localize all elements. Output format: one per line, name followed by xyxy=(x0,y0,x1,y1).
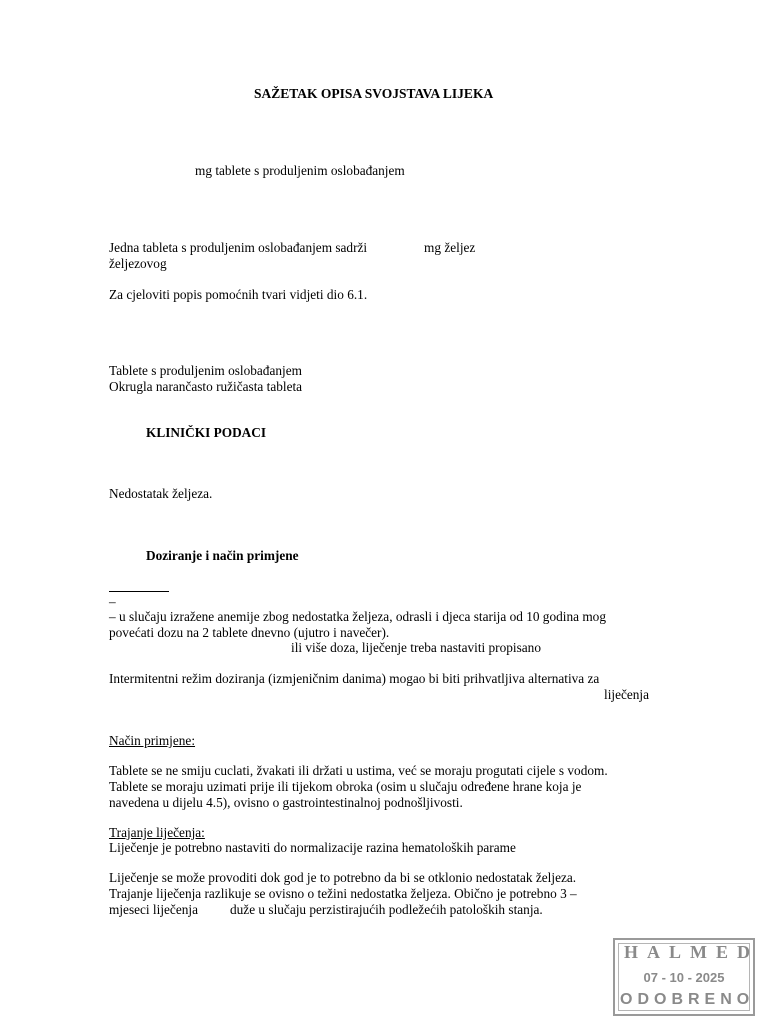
administration-text-line1: Tablete se ne smiju cuclati, žvakati ili držati u ustima, već se moraju progutati cijele s vodom. xyxy=(109,763,608,778)
excipients-note: Za cjeloviti popis pomoćnih tvari vidjeti dio 6.1. xyxy=(109,287,368,302)
blank-underline xyxy=(109,591,169,592)
duration-text-line2: Liječenje se može provoditi dok god je to potrebno da bi se otklonio nedostatak željeza. xyxy=(109,870,577,885)
administration-text-line2: Tablete se moraju uzimati prije ili tijekom obroka (osim u slučaju određene hrane koja je xyxy=(109,779,582,794)
composition-text: Jedna tableta s produljenim oslobađanjem sadrži xyxy=(109,240,368,255)
dosing-text-line1: – u slučaju izražene anemije zbog nedostatka željeza, odrasli i djeca starija od 10 godina mog xyxy=(109,609,606,624)
duration-text-line4: mjeseci liječenja xyxy=(109,902,198,917)
section-heading-clinical: KLINIČKI PODACI xyxy=(146,425,267,440)
duration-text-line1: Liječenje je potrebno nastaviti do normalizacije razina hematoloških parame xyxy=(109,840,516,855)
administration-text-line3: navedena u dijelu 4.5), ovisno o gastrointestinalnoj podnošljivosti. xyxy=(109,795,463,810)
administration-heading: Način primjene: xyxy=(109,733,196,748)
approval-stamp xyxy=(613,938,759,1016)
stamp-agency: HALMED xyxy=(624,942,759,962)
duration-text-line3: Trajanje liječenja razlikuje se ovisno o težini nedostatka željeza. Obično je potrebno 3 – xyxy=(109,886,577,901)
product-name-line: mg tablete s produljenim oslobađanjem xyxy=(195,163,405,178)
dash-line: – xyxy=(109,594,116,609)
intermittent-text-line2: liječenja xyxy=(604,687,650,702)
duration-heading: Trajanje liječenja: xyxy=(109,825,205,840)
dosing-text-line2: povećati dozu na 2 tablete dnevno (ujutro i navečer). xyxy=(109,625,390,640)
composition-text-amount: mg željez xyxy=(424,240,476,255)
stamp-status: ODOBRENO xyxy=(620,991,755,1008)
indication-text: Nedostatak željeza. xyxy=(109,486,213,501)
intermittent-text-line1: Intermitentni režim doziranja (izmjeničnim danima) mogao bi biti prihvatljiva alternativa za xyxy=(109,671,600,686)
pharmaceutical-form-line2: Okrugla narančasto ružičasta tableta xyxy=(109,379,303,394)
subsection-heading-dosing: Doziranje i način primjene xyxy=(146,548,299,563)
composition-text-cont: željezovog xyxy=(109,256,167,271)
stamp-date: 07 - 10 - 2025 xyxy=(643,970,725,985)
dosing-text-line3: ili više doza, liječenje treba nastaviti propisano xyxy=(291,640,541,655)
pharmaceutical-form-line1: Tablete s produljenim oslobađanjem xyxy=(109,363,302,378)
duration-text-line4-cont: duže u slučaju perzistirajućih podležećih patoloških stanja. xyxy=(230,902,543,917)
document-title: SAŽETAK OPISA SVOJSTAVA LIJEKA xyxy=(254,86,494,101)
